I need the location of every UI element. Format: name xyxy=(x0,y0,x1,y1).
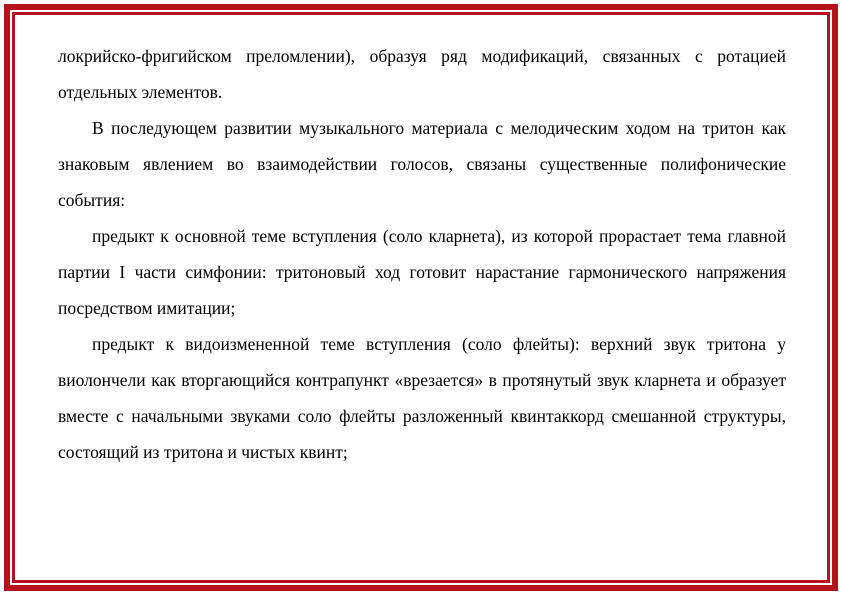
paragraph-continuation: локрийско-фригийском преломлении), образуя ряд модификаций, связанных с ротацией отдельных элементов. xyxy=(58,46,786,102)
paragraph-tritone-events: В последующем развитии музыкального материала с мелодическим ходом на тритон как знаковым явлением во взаимодействии голосов, связаны существенные полифонические события: xyxy=(58,118,786,210)
paragraph-flute-predict: предыкт к видоизмененной теме вступления (соло флейты): верхний звук тритона у виолончели как вторгающийся контрапункт «врезается» в протянутый звук кларнета и образует вместе с начальными звуками соло флейты разложенный квинтаккорд смешанной структуры, состоящий из тритона и чистых квинт; xyxy=(58,334,786,462)
paragraph-clarinet-predict: предыкт к основной теме вступления (соло кларнета), из которой прорастает тема главной партии I части симфонии: тритоновый ход готовит нарастание гармонического напряжения посредством имитации; xyxy=(58,226,786,318)
document-body xyxy=(58,38,786,470)
